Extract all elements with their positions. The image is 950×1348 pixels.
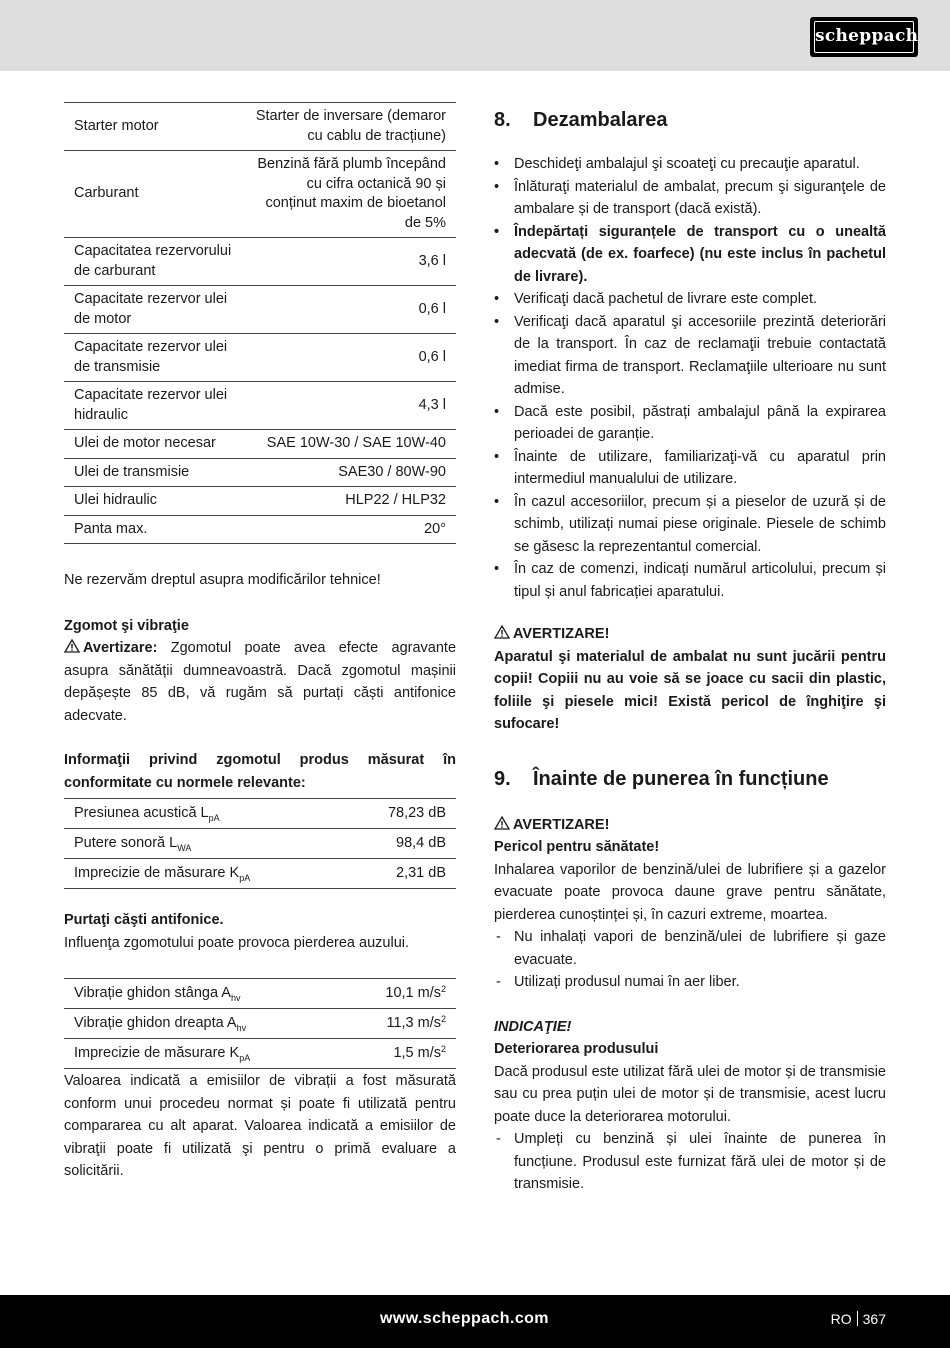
- spec-label: Ulei de transmisie: [64, 458, 244, 487]
- spec-value: 0,6 l: [244, 334, 456, 382]
- noise-row-value: [344, 829, 456, 859]
- section8-heading: [494, 107, 886, 133]
- label-text: Presiunea acustică L: [74, 805, 209, 821]
- section8-warning-label: AVERTIZARE!: [513, 626, 610, 642]
- noise-warning-text: Zgomotul poate avea efecte agravante asupra sănătății dumneavoastră. Dacă zgomotul mașinii depășește 85 dB, vă rugăm să purtați căști antifonice adecvate.: [64, 640, 457, 724]
- footer-page-number: [831, 1308, 886, 1331]
- page-header: [0, 0, 950, 71]
- spec-label: Panta max.: [64, 515, 244, 544]
- vibration-row-value: [342, 1039, 456, 1069]
- section9-warning-label: AVERTIZARE!: [513, 816, 610, 833]
- vibration-row-label: [64, 979, 342, 1009]
- ear-protection-heading: Purtaţi căşti antifonice.: [64, 912, 224, 928]
- spec-value: 4,3 l: [244, 382, 456, 430]
- vibration-row: [64, 1039, 456, 1069]
- spec-value: 0,6 l: [244, 286, 456, 334]
- spec-label: Capacitatea rezervorului de carburant: [64, 238, 244, 286]
- spec-row: [64, 238, 456, 286]
- noise-heading: Zgomot şi vibraţie: [64, 617, 189, 634]
- value-superscript: 2: [440, 1044, 446, 1054]
- spec-value: SAE30 / 80W-90: [244, 458, 456, 487]
- section9-warning-title: [494, 814, 886, 837]
- spec-row: [64, 515, 456, 544]
- noise-row-label: [64, 859, 344, 889]
- spec-label: Capacitate rezervor ulei hidraulic: [64, 382, 244, 430]
- label-text: Imprecizie de măsurare K: [74, 865, 240, 881]
- spec-row: [64, 286, 456, 334]
- spec-row: [64, 430, 456, 459]
- section8-number: 8.: [494, 109, 511, 131]
- spec-label: Ulei hidraulic: [64, 487, 244, 516]
- value-text: 10,1 m/s: [385, 985, 441, 1001]
- value-text: 78,23 dB: [387, 805, 446, 821]
- noise-row: [64, 829, 456, 859]
- spec-label: Capacitate rezervor ulei de transmisie: [64, 334, 244, 382]
- warning-triangle-icon: [64, 639, 80, 653]
- list-item: • Înlăturaţi materialul de ambalat, precum şi siguranţele de ambalare și de transport (dacă există).: [494, 176, 886, 221]
- noise-info-heading: Informaţii privind zgomotul produs măsurat în conformitate cu normele relevante:: [64, 752, 456, 791]
- spec-row: [64, 334, 456, 382]
- list-item: - Nu inhalați vapori de benzină/ulei de lubrifiere și gaze evacuate.: [494, 926, 886, 971]
- vibration-row-label: [64, 1039, 342, 1069]
- spec-value: SAE 10W-30 / SAE 10W-40: [244, 430, 456, 459]
- vibration-row-label: [64, 1009, 342, 1039]
- footer-page: 367: [862, 1311, 886, 1327]
- footer-url: www.scheppach.com: [380, 1310, 549, 1327]
- spec-value: Benzină fără plumb începând cu cifra octanică 90 și conținut maxim de bioetanol de 5%: [244, 151, 456, 238]
- section9-dash-list: [494, 926, 886, 994]
- label-subscript: WA: [177, 843, 192, 853]
- value-text: 98,4 dB: [396, 835, 446, 851]
- list-item: • Dacă este posibil, păstrați ambalajul până la expirarea perioadei de garanție.: [494, 401, 886, 446]
- vibration-text: Valoarea indicată a emisiilor de vibrații a fost măsurată conform unui procedeu normat și poate fi utilizată pentru compararea cu alt aparat. Valoarea indicată a emisiilor de vibraţii poate fi utilizată şi pentru o primă evaluare a solicitării.: [64, 1073, 456, 1179]
- noise-row-value: [344, 859, 456, 889]
- spec-label: Starter motor: [64, 103, 244, 151]
- section9-warning-text: Inhalarea vaporilor de benzină/ulei de lubrifiere și a gazelor evacuate poate provoca daune grave pentru sănătate, pierderea cunoștinței și, în cazuri extreme, moartea.: [494, 861, 886, 923]
- section9-warning-subtitle: Pericol pentru sănătate!: [494, 839, 660, 855]
- label-text: Putere sonoră L: [74, 835, 178, 851]
- noise-row: [64, 859, 456, 889]
- label-subscript: pA: [208, 813, 220, 823]
- list-item: - Utilizați produsul numai în aer liber.: [494, 971, 886, 994]
- label-subscript: pA: [239, 873, 251, 883]
- warning-triangle-icon: [494, 625, 510, 639]
- spec-label: Ulei de motor necesar: [64, 430, 244, 459]
- spec-row: [64, 458, 456, 487]
- value-text: 2,31 dB: [396, 865, 446, 881]
- right-column: [494, 102, 886, 1196]
- list-item: • Verificaţi dacă aparatul şi accesoriile prezintă deteriorări de la transport. În caz de reclamaţii trebuie contactată imediat firma de transport. Reclamaţiile ulterioare nu sunt admise.: [494, 311, 886, 401]
- noise-table: [64, 798, 456, 889]
- noise-row-label: [64, 829, 344, 859]
- spec-label: Carburant: [64, 151, 244, 238]
- value-text: 1,5 m/s: [393, 1045, 441, 1061]
- spec-table: [64, 102, 456, 544]
- spec-row: [64, 382, 456, 430]
- section8-list: [494, 153, 886, 603]
- note-title: INDICAŢIE!: [494, 1018, 572, 1035]
- note-dash-list: [494, 1128, 886, 1196]
- ear-protection-text: Influenţa zgomotului poate provoca pierderea auzului.: [64, 934, 410, 951]
- page-footer: [0, 1295, 950, 1348]
- warning-triangle-icon: [494, 816, 510, 830]
- spec-value: Starter de inversare (demaror cu cablu de tracțiune): [244, 103, 456, 151]
- spec-value: 20°: [244, 515, 456, 544]
- noise-warning: [64, 637, 456, 727]
- spec-value: 3,6 l: [244, 238, 456, 286]
- value-text: 11,3 m/s: [386, 1015, 441, 1031]
- noise-row-label: [64, 799, 344, 829]
- section9-heading: [494, 766, 886, 792]
- vibration-table: [64, 978, 456, 1069]
- value-superscript: 2: [440, 984, 446, 994]
- spec-label: Capacitate rezervor ulei de motor: [64, 286, 244, 334]
- footer-separator: [857, 1311, 858, 1326]
- spec-row: [64, 487, 456, 516]
- section8-title: Dezambalarea: [533, 109, 668, 131]
- list-item: • În caz de comenzi, indicați numărul articolului, precum și tipul și anul fabricației aparatului.: [494, 558, 886, 603]
- note-text: Dacă produsul este utilizat fără ulei de motor și de transmisie sau cu prea puțin ulei de motor și de transmisie, acest lucru poate duce la deteriorarea motorului.: [494, 1063, 886, 1125]
- noise-warning-label: Avertizare:: [83, 640, 158, 656]
- list-item: • Deschideţi ambalajul şi scoateţi cu precauţie aparatul.: [494, 153, 886, 176]
- footer-lang: RO: [830, 1311, 852, 1327]
- list-item: • Îndepărtați siguranțele de transport cu o unealtă adecvată (de ex. foarfece) (nu este inclus în pachetul de livrare).: [494, 221, 886, 289]
- list-item: • Verificaţi dacă pachetul de livrare este complet.: [494, 288, 886, 311]
- list-item: • Înainte de utilizare, familiarizaţi-vă cu aparatul prin intermediul manualului de utilizare.: [494, 446, 886, 491]
- reserve-note: Ne rezervăm dreptul asupra modificărilor tehnice!: [64, 572, 381, 588]
- label-text: Vibrație ghidon dreapta A: [74, 1015, 237, 1031]
- label-subscript: pA: [239, 1053, 251, 1063]
- label-text: Vibrație ghidon stânga A: [74, 985, 231, 1001]
- left-column: [64, 102, 456, 1183]
- vibration-row: [64, 1009, 456, 1039]
- vibration-row: [64, 979, 456, 1009]
- spec-value: HLP22 / HLP32: [244, 487, 456, 516]
- section8-warning-text: Aparatul şi materialul de ambalat nu sunt jucării pentru copii! Copiii nu au voie să se joace cu sacii din plastic, foliile şi piesele mici! Există pericol de înghiţire şi sufocare!: [494, 648, 886, 732]
- label-subscript: hv: [236, 1023, 247, 1033]
- section9-title: Înainte de punerea în funcțiune: [533, 767, 829, 790]
- value-superscript: 2: [440, 1014, 446, 1024]
- noise-row-value: [344, 799, 456, 829]
- section9-number: 9.: [494, 767, 511, 790]
- section8-warning-title: [494, 623, 886, 646]
- label-subscript: hv: [230, 993, 241, 1003]
- vibration-row-value: [342, 1009, 456, 1039]
- brand-logo-text: scheppach: [814, 21, 914, 53]
- list-item: • În cazul accesoriilor, precum și a pieselor de uzură și de schimb, utilizați numai piese originale. Piesele de schimb se găsesc la reprezentantul comercial.: [494, 491, 886, 559]
- spec-row: [64, 103, 456, 151]
- noise-row: [64, 799, 456, 829]
- spec-row: [64, 151, 456, 238]
- label-text: Imprecizie de măsurare K: [74, 1045, 240, 1061]
- note-subtitle: Deteriorarea produsului: [494, 1041, 659, 1057]
- vibration-row-value: [342, 979, 456, 1009]
- brand-logo: [810, 17, 918, 57]
- list-item: - Umpleți cu benzină și ulei înainte de punerea în funcțiune. Produsul este furnizat fără ulei de motor și de transmisie.: [494, 1128, 886, 1196]
